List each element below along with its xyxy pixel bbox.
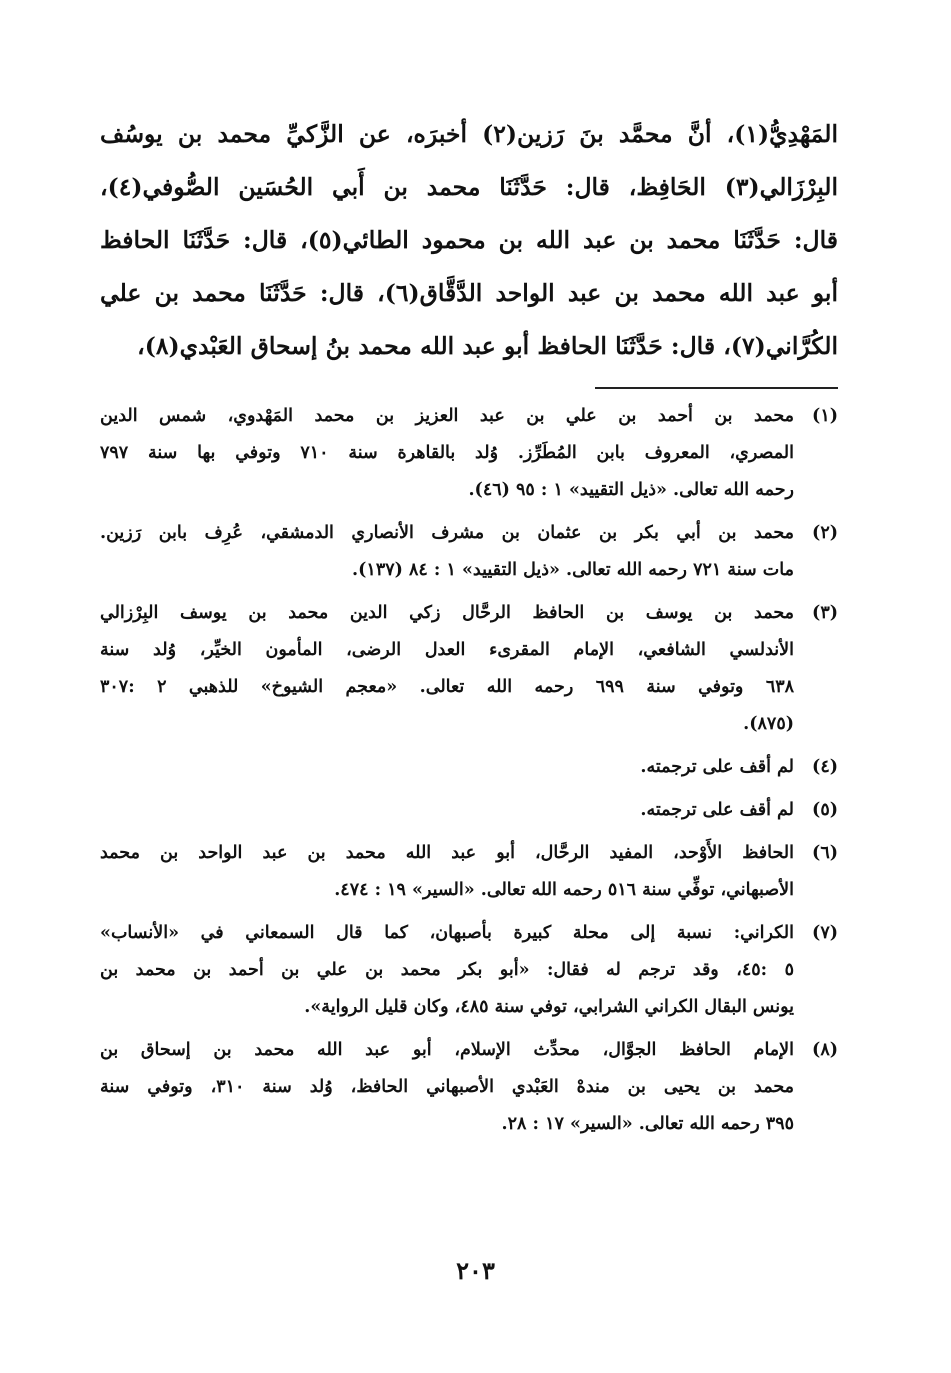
main-text-line: قال: حَدَّثَنَا محمد بن عبد الله بن محمود الطائي(٥)، قال: حَدَّثَنَا الحافظ <box>100 226 838 254</box>
footnote-number: (٧) <box>812 923 838 943</box>
footnote-number: (٨) <box>812 1040 838 1060</box>
footnote-line: محمد بن أحمد بن علي بن عبد العزيز بن محمد المَهْدوي، شمس الدين <box>100 406 794 426</box>
footnote-separator <box>595 387 838 389</box>
footnote-line: ٦٣٨ وتوفي سنة ٦٩٩ رحمه الله تعالى. «معجم الشيوخ» للذهبي ٢ :٣٠٧ <box>100 677 795 697</box>
footnote-line: لم أقف على ترجمته. <box>640 757 794 777</box>
footnote-line: ٥ :٤٥، وقد ترجم له فقال: «أبو بكر محمد بن علي بن أحمد بن محمد بن <box>100 960 794 980</box>
footnote-body <box>100 749 794 786</box>
footnote-line: الكراني: نسبة إلى محلة كبيرة بأصبهان، كما قال السمعاني في «الأنساب» <box>100 923 794 943</box>
footnote-line: الإمام الحافظ الجوَّال، محدِّث الإسلام، أبو عبد الله محمد بن إسحاق بن <box>100 1040 794 1060</box>
footnote-6 <box>100 835 838 909</box>
footnote-body <box>100 835 794 909</box>
main-text-line: المَهْدِيُّ(١)، أنَّ محمَّد بنَ رَزين(٢) أخبرَه، عن الزَّكيِّ محمد بن يوسُف <box>100 120 838 148</box>
footnote-number: (٦) <box>812 843 838 863</box>
footnote-number: (٥) <box>812 800 838 820</box>
footnote-line: (٨٧٥). <box>743 714 794 734</box>
main-text-line: أبو عبد الله محمد بن عبد الواحد الدَّقَّاق(٦)، قال: حَدَّثَنَا محمد بن علي <box>100 279 838 307</box>
footnote-3 <box>100 595 838 743</box>
footnote-body <box>100 515 794 589</box>
footnote-line: الأندلسي الشافعي، الإمام المقرىء العدل الرضى، المأمون الخيِّر، وُلد سنة <box>100 640 794 660</box>
footnote-body <box>100 1032 794 1143</box>
main-text-line: الكُرَّاني(٧)، قال: حَدَّثَنَا الحافظ أبو عبد الله محمد بنُ إسحاق العَبْدي(٨)، <box>137 332 838 360</box>
footnote-1 <box>100 398 838 509</box>
footnote-4 <box>100 749 838 786</box>
main-text-line: البِرْزَالي(٣) الحَافِظ، قال: حَدَّثَنَا محمد بن أَبي الحُسَين الصُّوفي(٤)، <box>100 173 838 201</box>
footnote-line: محمد بن أبي بكر بن عثمان بن مشرف الأنصاري الدمشقي، عُرِف بابن رَزين. <box>100 523 794 543</box>
footnote-line: يونس البقال الكراني الشرابي، توفي سنة ٤٨٥، وكان قليل الرواية». <box>304 997 794 1017</box>
footnote-number: (٤) <box>812 757 838 777</box>
footnote-body <box>100 915 794 1026</box>
footnote-line: الأصبهاني، توفِّي سنة ٥١٦ رحمه الله تعالى. «السير» ١٩ : ٤٧٤. <box>334 880 794 900</box>
footnotes-block <box>100 398 838 1143</box>
footnote-line: المصري، المعروف بابن المُطَرِّز. وُلد بالقاهرة سنة ٧١٠ وتوفي بها سنة ٧٩٧ <box>100 443 795 463</box>
footnote-line: الحافظ الأَوْحد، المفيد الرحَّال، أبو عبد الله محمد بن عبد الواحد بن محمد <box>100 843 794 863</box>
footnote-line: محمد بن يحيى بن مندهْ العَبْدي الأصبهاني الحافظ، وُلد سنة ٣١٠، وتوفي سنة <box>100 1077 794 1097</box>
page-number: ٢٠٣ <box>456 1256 495 1285</box>
footnote-7 <box>100 915 838 1026</box>
footnote-number: (٣) <box>812 603 838 623</box>
footnote-5 <box>100 792 838 829</box>
footnote-body <box>100 595 794 743</box>
main-text-block <box>100 108 838 373</box>
footnote-8 <box>100 1032 838 1143</box>
footnote-body <box>100 398 794 509</box>
footnote-line: مات سنة ٧٢١ رحمه الله تعالى. «ذيل التقييد» ١ : ٨٤ (١٣٧). <box>352 560 794 580</box>
footnote-line: محمد بن يوسف بن الحافظ الرحَّال زكي الدين محمد بن يوسف البِرْزالي <box>100 603 794 623</box>
footnote-line: رحمه الله تعالى. «ذيل التقييد» ١ : ٩٥ (٤٦). <box>468 480 794 500</box>
footnote-line: ٣٩٥ رحمه الله تعالى. «السير» ١٧ : ٢٨. <box>501 1114 794 1134</box>
footnote-number: (٢) <box>812 523 838 543</box>
footnote-line: لم أقف على ترجمته. <box>640 800 794 820</box>
footnote-body <box>100 792 794 829</box>
footnote-number: (١) <box>812 406 838 426</box>
footnote-2 <box>100 515 838 589</box>
